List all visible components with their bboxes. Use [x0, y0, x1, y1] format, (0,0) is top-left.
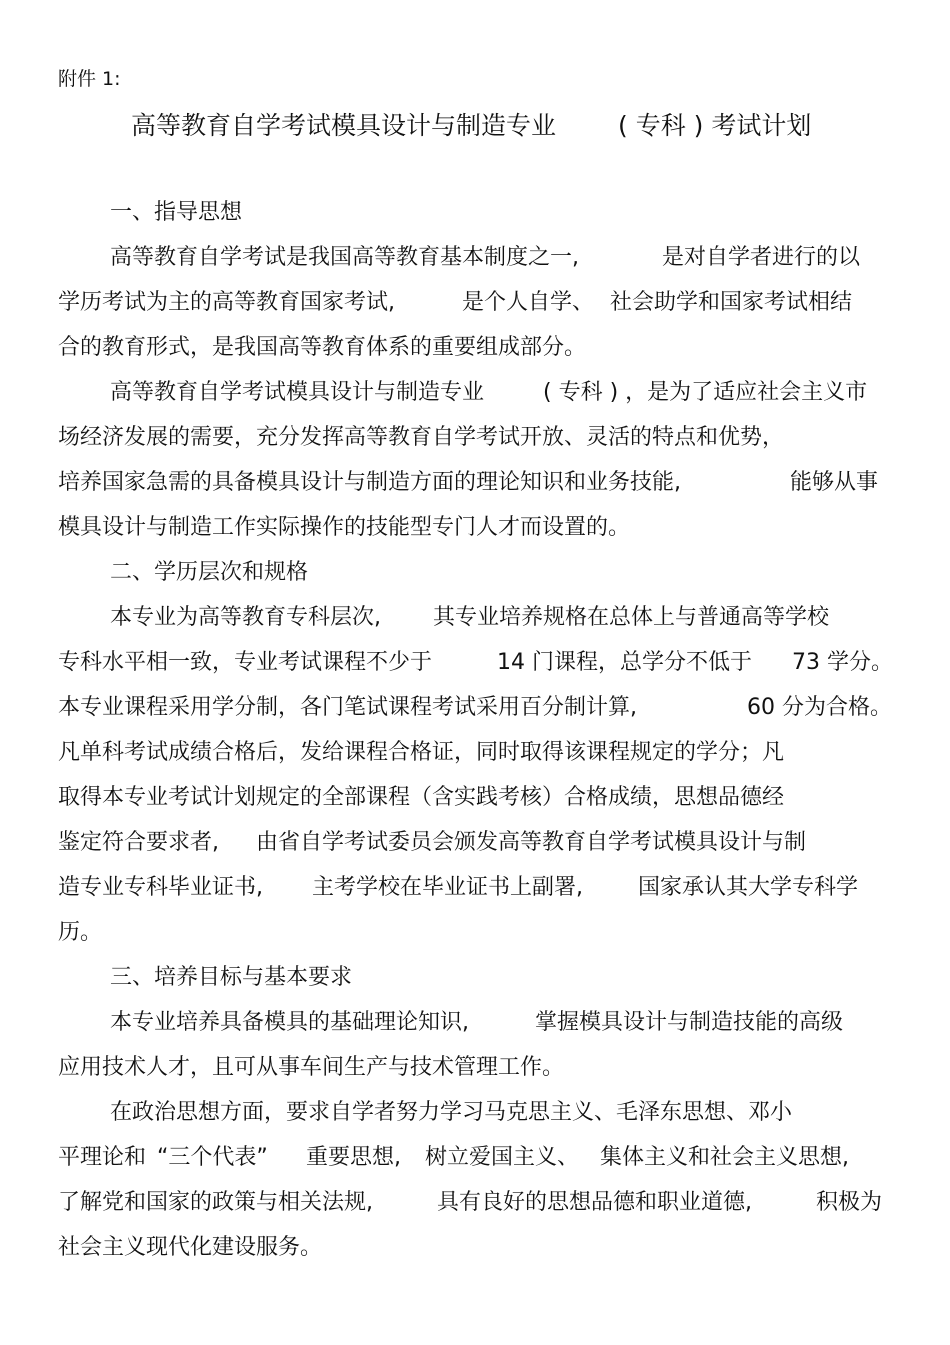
- text-run: 由省自学考试委员会颁发高等教育自学考试模具设计与制: [256, 830, 807, 855]
- paragraph-line: [0, 1007, 950, 1039]
- paragraph-line: [0, 332, 950, 364]
- paragraph-line: [0, 782, 950, 814]
- text-run: 应用技术人才，且可从事车间生产与技术管理工作。: [58, 1055, 565, 1080]
- paragraph-line: [0, 737, 950, 769]
- text-run: 其专业培养规格在总体上与普通高等学校: [433, 605, 830, 630]
- text-run: 社会主义现代化建设服务。: [58, 1235, 323, 1260]
- paragraph-line: [0, 467, 950, 499]
- paragraph-line: [0, 827, 950, 859]
- text-run: ( 专科 ) ，是为了适应社会主义市: [543, 380, 868, 405]
- paragraph-line: [0, 1052, 950, 1084]
- text-run: 14 门课程，总学分不低于: [497, 650, 752, 675]
- section-heading-level: [0, 557, 950, 589]
- text-run: 掌握模具设计与制造技能的高级: [535, 1010, 844, 1035]
- text-run: 60 分为合格。: [747, 695, 892, 720]
- text-run: 积极为: [816, 1190, 883, 1215]
- text-run: 能够从事: [790, 470, 879, 495]
- text-run: 了解党和国家的政策与相关法规,: [58, 1190, 373, 1215]
- paragraph-line: [0, 647, 950, 679]
- text-run: 合的教育形式，是我国高等教育体系的重要组成部分。: [58, 335, 587, 360]
- text-run: 平理论和: [58, 1145, 147, 1170]
- section-heading-text: 二、学历层次和规格: [110, 560, 309, 585]
- section-heading-guiding: [0, 197, 950, 229]
- section-heading-goals: [0, 962, 950, 994]
- text-run: 取得本专业考试计划规定的全部课程（含实践考核）合格成绩，思想品德经: [58, 785, 785, 810]
- text-run: 集体主义和社会主义思想,: [600, 1145, 849, 1170]
- paragraph-line: [0, 1097, 950, 1129]
- paragraph-line: [0, 872, 950, 904]
- text-run: 是个人自学、: [462, 290, 595, 315]
- text-run: 造专业专科毕业证书,: [58, 875, 263, 900]
- text-run: 专科水平相一致，专业考试课程不少于: [58, 650, 433, 675]
- text-run: 高等教育自学考试是我国高等教育基本制度之一,: [110, 245, 579, 270]
- text-run: 国家承认其大学专科学: [638, 875, 859, 900]
- text-run: 高等教育自学考试模具设计与制造专业: [110, 380, 485, 405]
- paragraph-line: [0, 1187, 950, 1219]
- paragraph-line: [0, 287, 950, 319]
- paragraph-line: [0, 377, 950, 409]
- text-run: 树立爱国主义、: [425, 1145, 580, 1170]
- text-run: “三个代表”: [157, 1145, 268, 1170]
- paragraph-line: [0, 692, 950, 724]
- paragraph-line: [0, 512, 950, 544]
- text-run: 模具设计与制造工作实际操作的技能型专门人才而设置的。: [58, 515, 631, 540]
- text-run: 学历考试为主的高等教育国家考试,: [58, 290, 395, 315]
- text-run: 鉴定符合要求者,: [58, 830, 219, 855]
- text-run: 具有良好的思想品德和职业道德,: [437, 1190, 752, 1215]
- paragraph-line: [0, 1232, 950, 1264]
- section-heading-text: 三、培养目标与基本要求: [110, 965, 353, 990]
- text-run: 本专业课程采用学分制，各门笔试课程考试采用百分制计算,: [58, 695, 637, 720]
- text-run: 本专业培养具备模具的基础理论知识,: [110, 1010, 469, 1035]
- text-run: 是对自学者进行的以: [662, 245, 861, 270]
- text-run: 73 学分。: [792, 650, 893, 675]
- text-run: 培养国家急需的具备模具设计与制造方面的理论知识和业务技能,: [58, 470, 681, 495]
- paragraph-line: [0, 422, 950, 454]
- paragraph-line: [0, 242, 950, 274]
- text-run: 在政治思想方面，要求自学者努力学习马克思主义、毛泽东思想、邓小: [110, 1100, 793, 1125]
- text-run: 本专业为高等教育专科层次,: [110, 605, 381, 630]
- text-run: 社会助学和国家考试相结: [610, 290, 853, 315]
- paragraph-line: [0, 602, 950, 634]
- text-run: 场经济发展的需要，充分发挥高等教育自学考试开放、灵活的特点和优势，: [58, 425, 785, 450]
- text-run: 重要思想,: [306, 1145, 401, 1170]
- attachment-line: [0, 63, 950, 95]
- document-title: [0, 108, 950, 144]
- title-main: 高等教育自学考试模具设计与制造专业: [131, 111, 557, 140]
- attachment-label: 附件 1:: [58, 68, 121, 90]
- section-heading-text: 一、指导思想: [110, 200, 243, 225]
- text-run: 主考学校在毕业证书上副署,: [312, 875, 583, 900]
- paragraph-line: [0, 1142, 950, 1174]
- text-run: 历。: [58, 920, 103, 945]
- text-run: 凡单科考试成绩合格后，发给课程合格证，同时取得该课程规定的学分；凡: [58, 740, 785, 765]
- paragraph-line: [0, 917, 950, 949]
- title-suffix: ( 专科 ) 考试计划: [618, 111, 812, 140]
